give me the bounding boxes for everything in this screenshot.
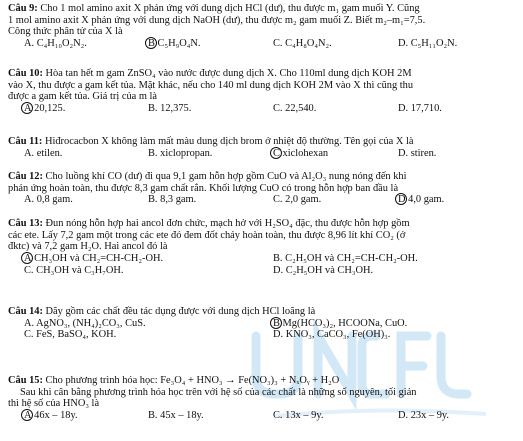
question-stem-line: Câu 9: Cho 1 mol amino axit X phản ứng với dung dịch HCl (dư), thu được m₁ gam muối Y. Cũng [8, 3, 420, 14]
option-d[interactable]: D. 23x – 9y. [398, 409, 450, 421]
option-d[interactable]: D. C₂H₅OH và CH₃OH. [273, 264, 374, 276]
option-d[interactable]: D 4,0 gam. [398, 194, 444, 206]
question-stem-line: Câu 12: Cho luồng khí CO (dư) đi qua 9,1 gam hỗn hợp gồm CuO và Al₂O₃ nung nóng đến khi [8, 171, 407, 182]
option-d[interactable]: D. stiren. [398, 147, 437, 159]
question-13 [8, 218, 518, 276]
question-label: Câu 12: [8, 171, 43, 182]
answer-options [8, 148, 518, 160]
option-d[interactable]: D. C₅H₁₁O₂N. [398, 37, 458, 49]
question-12 [8, 171, 518, 206]
option-a[interactable]: A CH₃OH và CH₂=CH-CH₂-OH. [24, 253, 163, 265]
question-11 [8, 136, 518, 159]
question-stem-line: các ete. Lấy 7,2 gam một trong các ete đó đem đốt cháy hoàn toàn, thu được 8,96 lít khí CO₂ (ở [8, 229, 406, 241]
option-c[interactable]: C. 13x – 9y. [273, 409, 324, 421]
question-label: Câu 14: [8, 306, 43, 317]
question-stem-line: Câu 15: Cho phương trình hóa học: Fe₃O₄ + HNO₃ → Fe(NO₃)₃ + NₓOᵧ + H₂O [8, 375, 340, 386]
question-stem-line: Câu 13: Đun nóng hỗn hợp hai ancol đơn chức, mạch hở với H₂SO₄ đặc, thu được hỗn hợp gồm [8, 218, 410, 229]
option-c[interactable]: C. CH₃OH và C₃H₇OH. [24, 264, 124, 276]
question-stem-line: Công thức phân tử của X là [8, 26, 123, 38]
option-a[interactable]: A. AgNO₃, (NH₄)₂CO₃, CuS. [24, 317, 146, 329]
answer-options [8, 265, 518, 277]
option-b[interactable]: B. 45x – 18y. [148, 409, 204, 421]
question-stem-line: thì hệ số của HNO₃ là [8, 398, 100, 410]
question-stem-line: Câu 11: Hiđrocacbon X không làm mất màu dung dịch brom ở nhiệt độ thường. Tên gọi của X là [8, 136, 414, 147]
option-a[interactable]: A 46x – 18y. [24, 410, 78, 422]
circle-mark-icon [21, 102, 33, 114]
option-b[interactable]: B Mg(HCO₃)₂, HCOONa, CuO. [273, 318, 407, 330]
answer-options [8, 38, 518, 50]
question-15 [8, 375, 518, 422]
question-label: Câu 10: [8, 68, 43, 79]
answer-options [8, 318, 518, 330]
question-10 [8, 68, 518, 115]
option-c[interactable]: C. 2,0 gam. [273, 194, 322, 206]
option-b[interactable]: B. xiclopropan. [148, 147, 213, 159]
circle-mark-icon [21, 252, 33, 264]
answer-options [8, 410, 518, 422]
question-stem-line: vào X, thu được a gam kết tủa. Mặt khác, nếu cho 140 ml dung dịch KOH 2M vào X thì cũng thu [8, 79, 414, 91]
question-stem-line: phản ứng hoàn toàn, thu được 8,3 gam chất rắn. Khối lượng CuO có trong hỗn hợp ban đầu là [8, 182, 399, 194]
answer-options [8, 103, 518, 115]
option-c[interactable]: C. 22,540. [273, 102, 317, 114]
answer-options [8, 194, 518, 206]
question-14 [8, 306, 518, 341]
circle-mark-icon [270, 317, 282, 329]
question-stem-line: 1 mol amino axit X phản ứng với dung dịch NaOH (dư), thu được m₂ gam muối Z. Biết m₂–m₁=7,5. [8, 14, 426, 26]
answer-options [8, 329, 518, 341]
question-stem-line: đktc) và 7,2 gam H₂O. Hai ancol đó là [8, 241, 168, 253]
question-stem-line: Sau khi cân bằng phương trình hóa học trên với hệ số của các chất là những số nguyên, tối giản [20, 386, 417, 398]
question-9 [8, 3, 518, 50]
option-d[interactable]: D. 17,710. [398, 102, 442, 114]
circle-mark-icon [145, 37, 157, 49]
option-b[interactable]: B. 8,3 gam. [148, 194, 197, 206]
question-label: Câu 11: [8, 136, 43, 147]
question-stem-line: Câu 14: Dãy gồm các chất đều tác dụng được với dung dịch HCl loãng là [8, 306, 316, 317]
question-stem-line: được a gam kết tủa. Giá trị của m là [8, 91, 158, 103]
question-stem-line: Câu 10: Hòa tan hết m gam ZnSO₄ vào nước được dung dịch X. Cho 110ml dung dịch KOH 2M [8, 68, 412, 79]
option-a[interactable]: A. 0,8 gam. [24, 194, 73, 206]
option-c[interactable]: C. FeS, BaSO₄, KOH. [24, 329, 117, 341]
circle-mark-icon [270, 147, 282, 159]
question-label: Câu 13: [8, 218, 43, 229]
answer-options [8, 253, 518, 265]
option-b[interactable]: B C₅H₉O₄N. [148, 38, 200, 50]
option-d[interactable]: D. KNO₃, CaCO₃, Fe(OH)₃. [273, 329, 391, 341]
option-a[interactable]: A. etilen. [24, 147, 63, 159]
option-b[interactable]: B. C₂H₅OH và CH₂=CH-CH₂-OH. [273, 252, 418, 264]
option-a[interactable]: A 20,125. [24, 103, 65, 115]
option-b[interactable]: B. 12,375. [148, 102, 192, 114]
option-c[interactable]: C. C₄H₈O₄N₂. [273, 37, 332, 49]
circle-mark-icon [21, 409, 33, 421]
option-a[interactable]: A. C₄H₁₀O₂N₂. [24, 37, 87, 49]
question-label: Câu 15: [8, 375, 43, 386]
question-label: Câu 9: [8, 3, 38, 14]
option-c[interactable]: C xiclohexan [273, 148, 328, 160]
